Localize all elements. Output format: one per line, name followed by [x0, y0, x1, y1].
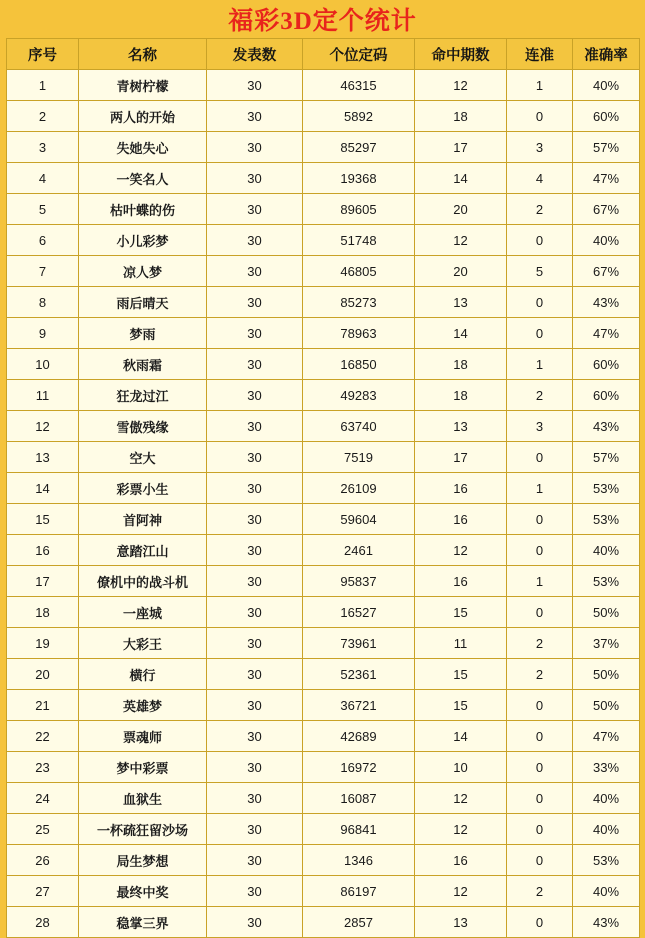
cell-unit-code: 16972 — [303, 752, 415, 783]
cell-accuracy: 60% — [573, 380, 640, 411]
cell-unit-code: 16850 — [303, 349, 415, 380]
cell-publish-count: 30 — [207, 256, 303, 287]
cell-name: 失她失心 — [79, 132, 207, 163]
table-row — [7, 132, 640, 163]
cell-name: 一座城 — [79, 597, 207, 628]
table-row — [7, 349, 640, 380]
cell-streak: 0 — [507, 814, 573, 845]
cell-streak: 0 — [507, 783, 573, 814]
table-header-row — [7, 39, 640, 70]
column-header-index: 序号 — [7, 39, 79, 70]
cell-index: 14 — [7, 473, 79, 504]
cell-accuracy: 33% — [573, 752, 640, 783]
cell-name: 一笑名人 — [79, 163, 207, 194]
cell-streak: 3 — [507, 132, 573, 163]
cell-index: 6 — [7, 225, 79, 256]
table-row — [7, 473, 640, 504]
cell-index: 25 — [7, 814, 79, 845]
cell-hit-periods: 13 — [415, 907, 507, 938]
cell-unit-code: 52361 — [303, 659, 415, 690]
cell-publish-count: 30 — [207, 473, 303, 504]
cell-index: 21 — [7, 690, 79, 721]
cell-name: 凉人梦 — [79, 256, 207, 287]
cell-name: 一杯疏狂留沙场 — [79, 814, 207, 845]
cell-accuracy: 47% — [573, 163, 640, 194]
cell-index: 11 — [7, 380, 79, 411]
cell-accuracy: 47% — [573, 721, 640, 752]
cell-unit-code: 5892 — [303, 101, 415, 132]
cell-hit-periods: 20 — [415, 256, 507, 287]
cell-streak: 2 — [507, 876, 573, 907]
table-row — [7, 752, 640, 783]
cell-accuracy: 57% — [573, 442, 640, 473]
cell-publish-count: 30 — [207, 411, 303, 442]
cell-publish-count: 30 — [207, 225, 303, 256]
cell-publish-count: 30 — [207, 721, 303, 752]
cell-accuracy: 37% — [573, 628, 640, 659]
cell-index: 27 — [7, 876, 79, 907]
cell-hit-periods: 12 — [415, 814, 507, 845]
cell-accuracy: 40% — [573, 225, 640, 256]
cell-name: 狂龙过江 — [79, 380, 207, 411]
cell-hit-periods: 10 — [415, 752, 507, 783]
cell-index: 13 — [7, 442, 79, 473]
cell-unit-code: 59604 — [303, 504, 415, 535]
table-row — [7, 907, 640, 938]
cell-publish-count: 30 — [207, 783, 303, 814]
cell-name: 僚机中的战斗机 — [79, 566, 207, 597]
cell-publish-count: 30 — [207, 628, 303, 659]
cell-hit-periods: 18 — [415, 349, 507, 380]
cell-publish-count: 30 — [207, 70, 303, 101]
cell-accuracy: 40% — [573, 814, 640, 845]
table-row — [7, 597, 640, 628]
cell-accuracy: 43% — [573, 411, 640, 442]
table-row — [7, 659, 640, 690]
cell-unit-code: 49283 — [303, 380, 415, 411]
cell-publish-count: 30 — [207, 535, 303, 566]
cell-index: 10 — [7, 349, 79, 380]
cell-name: 秋雨霜 — [79, 349, 207, 380]
cell-hit-periods: 18 — [415, 380, 507, 411]
cell-name: 大彩王 — [79, 628, 207, 659]
cell-streak: 5 — [507, 256, 573, 287]
stats-table — [6, 38, 640, 938]
cell-publish-count: 30 — [207, 597, 303, 628]
table-row — [7, 504, 640, 535]
cell-publish-count: 30 — [207, 442, 303, 473]
cell-hit-periods: 12 — [415, 70, 507, 101]
cell-streak: 0 — [507, 442, 573, 473]
table-row — [7, 70, 640, 101]
cell-index: 2 — [7, 101, 79, 132]
cell-streak: 3 — [507, 411, 573, 442]
cell-unit-code: 1346 — [303, 845, 415, 876]
cell-name: 稳掌三界 — [79, 907, 207, 938]
cell-unit-code: 78963 — [303, 318, 415, 349]
table-row — [7, 318, 640, 349]
title-bar — [6, 5, 639, 38]
cell-accuracy: 47% — [573, 318, 640, 349]
cell-accuracy: 53% — [573, 473, 640, 504]
table-row — [7, 287, 640, 318]
cell-accuracy: 40% — [573, 783, 640, 814]
cell-publish-count: 30 — [207, 752, 303, 783]
cell-name: 梦中彩票 — [79, 752, 207, 783]
cell-name: 梦雨 — [79, 318, 207, 349]
cell-hit-periods: 11 — [415, 628, 507, 659]
cell-accuracy: 50% — [573, 690, 640, 721]
cell-index: 9 — [7, 318, 79, 349]
table-row — [7, 690, 640, 721]
cell-unit-code: 85273 — [303, 287, 415, 318]
cell-name: 最终中奖 — [79, 876, 207, 907]
cell-publish-count: 30 — [207, 287, 303, 318]
cell-streak: 0 — [507, 101, 573, 132]
cell-accuracy: 60% — [573, 349, 640, 380]
cell-name: 英雄梦 — [79, 690, 207, 721]
cell-index: 24 — [7, 783, 79, 814]
cell-accuracy: 53% — [573, 504, 640, 535]
cell-unit-code: 73961 — [303, 628, 415, 659]
cell-index: 26 — [7, 845, 79, 876]
cell-streak: 0 — [507, 535, 573, 566]
cell-hit-periods: 15 — [415, 690, 507, 721]
cell-unit-code: 51748 — [303, 225, 415, 256]
cell-name: 票魂师 — [79, 721, 207, 752]
cell-index: 3 — [7, 132, 79, 163]
cell-hit-periods: 13 — [415, 411, 507, 442]
table-row — [7, 163, 640, 194]
cell-index: 4 — [7, 163, 79, 194]
cell-accuracy: 67% — [573, 194, 640, 225]
cell-hit-periods: 18 — [415, 101, 507, 132]
cell-hit-periods: 12 — [415, 783, 507, 814]
cell-streak: 1 — [507, 349, 573, 380]
cell-hit-periods: 16 — [415, 504, 507, 535]
cell-accuracy: 43% — [573, 287, 640, 318]
cell-publish-count: 30 — [207, 380, 303, 411]
cell-streak: 2 — [507, 659, 573, 690]
cell-unit-code: 36721 — [303, 690, 415, 721]
table-body — [7, 70, 640, 938]
cell-publish-count: 30 — [207, 101, 303, 132]
cell-unit-code: 46805 — [303, 256, 415, 287]
cell-publish-count: 30 — [207, 907, 303, 938]
cell-index: 12 — [7, 411, 79, 442]
cell-index: 17 — [7, 566, 79, 597]
cell-unit-code: 7519 — [303, 442, 415, 473]
cell-hit-periods: 13 — [415, 287, 507, 318]
cell-publish-count: 30 — [207, 690, 303, 721]
cell-name: 两人的开始 — [79, 101, 207, 132]
cell-accuracy: 53% — [573, 845, 640, 876]
column-header-publish-count: 发表数 — [207, 39, 303, 70]
table-row — [7, 721, 640, 752]
cell-accuracy: 67% — [573, 256, 640, 287]
table-row — [7, 225, 640, 256]
cell-accuracy: 40% — [573, 876, 640, 907]
cell-hit-periods: 12 — [415, 876, 507, 907]
cell-unit-code: 26109 — [303, 473, 415, 504]
cell-accuracy: 57% — [573, 132, 640, 163]
cell-name: 横行 — [79, 659, 207, 690]
cell-publish-count: 30 — [207, 876, 303, 907]
cell-streak: 0 — [507, 907, 573, 938]
cell-hit-periods: 16 — [415, 845, 507, 876]
cell-unit-code: 63740 — [303, 411, 415, 442]
cell-hit-periods: 17 — [415, 442, 507, 473]
table-row — [7, 814, 640, 845]
cell-name: 彩票小生 — [79, 473, 207, 504]
cell-streak: 0 — [507, 225, 573, 256]
cell-unit-code: 95837 — [303, 566, 415, 597]
cell-hit-periods: 12 — [415, 225, 507, 256]
cell-streak: 4 — [507, 163, 573, 194]
cell-accuracy: 50% — [573, 659, 640, 690]
cell-streak: 0 — [507, 845, 573, 876]
cell-streak: 0 — [507, 597, 573, 628]
cell-streak: 0 — [507, 504, 573, 535]
table-row — [7, 566, 640, 597]
cell-hit-periods: 14 — [415, 721, 507, 752]
cell-index: 18 — [7, 597, 79, 628]
cell-index: 19 — [7, 628, 79, 659]
cell-unit-code: 19368 — [303, 163, 415, 194]
cell-hit-periods: 16 — [415, 566, 507, 597]
cell-streak: 2 — [507, 628, 573, 659]
cell-accuracy: 50% — [573, 597, 640, 628]
cell-index: 23 — [7, 752, 79, 783]
cell-unit-code: 86197 — [303, 876, 415, 907]
column-header-streak: 连准 — [507, 39, 573, 70]
cell-unit-code: 96841 — [303, 814, 415, 845]
cell-publish-count: 30 — [207, 845, 303, 876]
cell-name: 小儿彩梦 — [79, 225, 207, 256]
cell-name: 雪傲残缘 — [79, 411, 207, 442]
cell-index: 8 — [7, 287, 79, 318]
cell-index: 1 — [7, 70, 79, 101]
table-row — [7, 535, 640, 566]
cell-accuracy: 40% — [573, 535, 640, 566]
column-header-name: 名称 — [79, 39, 207, 70]
table-row — [7, 256, 640, 287]
cell-index: 15 — [7, 504, 79, 535]
cell-name: 局生梦想 — [79, 845, 207, 876]
cell-publish-count: 30 — [207, 194, 303, 225]
cell-hit-periods: 15 — [415, 597, 507, 628]
column-header-hit-periods: 命中期数 — [415, 39, 507, 70]
cell-name: 首阿神 — [79, 504, 207, 535]
cell-publish-count: 30 — [207, 318, 303, 349]
cell-publish-count: 30 — [207, 814, 303, 845]
cell-hit-periods: 20 — [415, 194, 507, 225]
cell-hit-periods: 12 — [415, 535, 507, 566]
table-row — [7, 876, 640, 907]
cell-name: 意踏江山 — [79, 535, 207, 566]
cell-accuracy: 53% — [573, 566, 640, 597]
cell-streak: 0 — [507, 287, 573, 318]
page-title: 福彩3D定个统计 — [228, 8, 417, 35]
cell-index: 16 — [7, 535, 79, 566]
cell-streak: 0 — [507, 721, 573, 752]
column-header-unit-code: 个位定码 — [303, 39, 415, 70]
cell-publish-count: 30 — [207, 566, 303, 597]
cell-name: 雨后晴天 — [79, 287, 207, 318]
table-row — [7, 411, 640, 442]
cell-index: 5 — [7, 194, 79, 225]
cell-publish-count: 30 — [207, 132, 303, 163]
cell-hit-periods: 16 — [415, 473, 507, 504]
table-row — [7, 845, 640, 876]
cell-streak: 1 — [507, 70, 573, 101]
cell-index: 22 — [7, 721, 79, 752]
table-row — [7, 380, 640, 411]
cell-name: 血狱生 — [79, 783, 207, 814]
cell-streak: 1 — [507, 566, 573, 597]
cell-streak: 2 — [507, 380, 573, 411]
cell-accuracy: 40% — [573, 70, 640, 101]
cell-publish-count: 30 — [207, 349, 303, 380]
cell-streak: 2 — [507, 194, 573, 225]
cell-unit-code: 2857 — [303, 907, 415, 938]
table-row — [7, 194, 640, 225]
table-row — [7, 628, 640, 659]
cell-index: 20 — [7, 659, 79, 690]
cell-name: 枯叶蝶的伤 — [79, 194, 207, 225]
cell-accuracy: 43% — [573, 907, 640, 938]
table-row — [7, 101, 640, 132]
cell-hit-periods: 14 — [415, 163, 507, 194]
cell-unit-code: 85297 — [303, 132, 415, 163]
cell-unit-code: 46315 — [303, 70, 415, 101]
cell-unit-code: 16527 — [303, 597, 415, 628]
cell-name: 空大 — [79, 442, 207, 473]
cell-name: 青树柠檬 — [79, 70, 207, 101]
cell-index: 28 — [7, 907, 79, 938]
cell-unit-code: 16087 — [303, 783, 415, 814]
cell-streak: 0 — [507, 318, 573, 349]
cell-unit-code: 42689 — [303, 721, 415, 752]
cell-streak: 0 — [507, 690, 573, 721]
column-header-accuracy: 准确率 — [573, 39, 640, 70]
cell-streak: 0 — [507, 752, 573, 783]
cell-publish-count: 30 — [207, 163, 303, 194]
cell-streak: 1 — [507, 473, 573, 504]
table-row — [7, 783, 640, 814]
cell-unit-code: 89605 — [303, 194, 415, 225]
cell-unit-code: 2461 — [303, 535, 415, 566]
cell-hit-periods: 14 — [415, 318, 507, 349]
cell-hit-periods: 17 — [415, 132, 507, 163]
cell-publish-count: 30 — [207, 659, 303, 690]
table-row — [7, 442, 640, 473]
cell-publish-count: 30 — [207, 504, 303, 535]
cell-accuracy: 60% — [573, 101, 640, 132]
cell-index: 7 — [7, 256, 79, 287]
cell-hit-periods: 15 — [415, 659, 507, 690]
